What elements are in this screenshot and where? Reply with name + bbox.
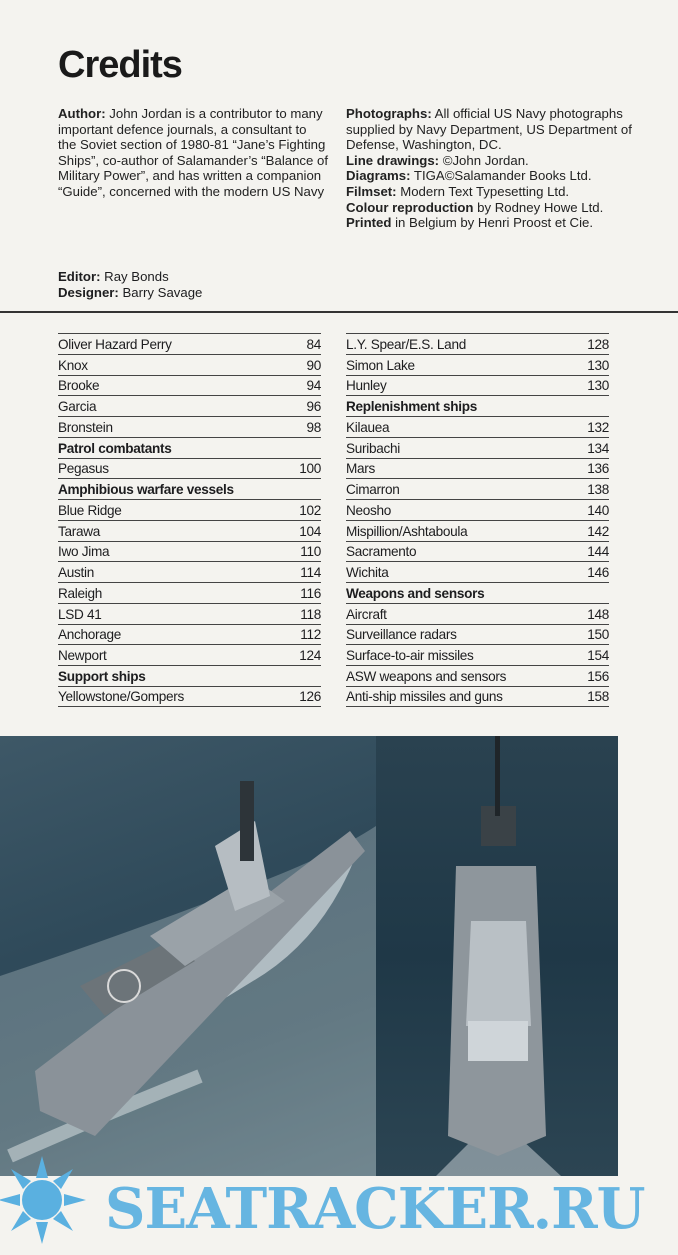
- toc-entry: [346, 603, 609, 624]
- toc-entry: [58, 375, 321, 396]
- toc-entry: [346, 644, 609, 665]
- entry-page-number: 98: [306, 419, 321, 435]
- entry-title: Pegasus: [58, 461, 109, 477]
- entry-page-number: 146: [587, 565, 609, 581]
- entry-page-number: 126: [299, 689, 321, 705]
- entry-title: Newport: [58, 648, 107, 664]
- toc-entry: [58, 603, 321, 624]
- entry-title: Surveillance radars: [346, 627, 457, 643]
- entry-title: Garcia: [58, 399, 97, 415]
- toc-entry: [58, 395, 321, 416]
- section-header: [346, 395, 609, 416]
- toc-entry: [346, 686, 609, 707]
- entry-page-number: 94: [306, 378, 321, 394]
- entry-title: Austin: [58, 565, 94, 581]
- toc-entry: [58, 561, 321, 582]
- toc-entry: [58, 520, 321, 541]
- entry-page-number: 130: [587, 357, 609, 373]
- entry-page-number: 150: [587, 627, 609, 643]
- cruiser-bow-photo: [376, 736, 618, 1176]
- entry-page-number: 138: [587, 482, 609, 498]
- entry-title: Patrol combatants: [58, 440, 172, 456]
- entry-title: Neosho: [346, 502, 392, 518]
- entry-title: Weapons and sensors: [346, 585, 485, 601]
- editor-label: Editor:: [58, 269, 101, 284]
- entry-title: Simon Lake: [346, 357, 415, 373]
- entry-title: LSD 41: [58, 606, 102, 622]
- entry-page-number: 114: [300, 565, 321, 581]
- diagrams-label: Diagrams:: [346, 168, 411, 184]
- entry-page-number: 110: [300, 544, 321, 560]
- entry-title: Knox: [58, 357, 88, 373]
- entry-page-number: 156: [587, 668, 609, 684]
- entry-page-number: 84: [306, 336, 321, 352]
- toc-entry: [346, 499, 609, 520]
- section-header: [58, 478, 321, 499]
- toc-entry: [346, 333, 609, 354]
- entry-page-number: 112: [300, 627, 321, 643]
- toc-entry: [346, 478, 609, 499]
- contents-list-left: [58, 333, 321, 707]
- entry-page-number: 140: [587, 502, 609, 518]
- section-header: [58, 437, 321, 458]
- filmset-text: Modern Text Typesetting Ltd.: [396, 183, 570, 199]
- entry-page-number: 116: [300, 585, 321, 601]
- printed-text: in Belgium by Henri Proost et Cie.: [391, 215, 593, 231]
- diagrams-text: TIGA©Salamander Books Ltd.: [410, 168, 592, 184]
- entry-title: Support ships: [58, 668, 146, 684]
- entry-page-number: 124: [299, 648, 321, 664]
- toc-entry: [346, 354, 609, 375]
- entry-title: L.Y. Spear/E.S. Land: [346, 336, 466, 352]
- entry-title: Yellowstone/Gompers: [58, 689, 185, 705]
- section-header: [346, 582, 609, 603]
- toc-entry: [58, 354, 321, 375]
- designer-label: Designer:: [58, 284, 119, 300]
- toc-entry: [346, 561, 609, 582]
- photographs-label: Photographs:: [346, 106, 432, 121]
- entry-title: Tarawa: [58, 523, 101, 539]
- photographs-text: All official US Navy photographs supplied by Navy Department, US Department of Defense, Washington, DC.: [346, 106, 632, 153]
- designer-text: Barry Savage: [118, 284, 203, 300]
- entry-title: Raleigh: [58, 585, 102, 601]
- entry-page-number: 128: [587, 336, 609, 352]
- toc-entry: [346, 437, 609, 458]
- entry-page-number: 132: [587, 419, 609, 435]
- editor-text: Ray Bonds: [100, 269, 169, 284]
- entry-title: Surface-to-air missiles: [346, 648, 474, 664]
- entry-page-number: 104: [299, 523, 321, 539]
- section-divider: [0, 311, 678, 313]
- toc-entry: [346, 520, 609, 541]
- entry-title: Sacramento: [346, 544, 417, 560]
- entry-title: Iwo Jima: [58, 544, 110, 560]
- entry-page-number: 90: [306, 357, 321, 373]
- toc-entry: [58, 333, 321, 354]
- entry-title: Blue Ridge: [58, 502, 122, 518]
- entry-page-number: 136: [587, 461, 609, 477]
- entry-title: Suribachi: [346, 440, 400, 456]
- toc-entry: [58, 499, 321, 520]
- author-label: Author:: [58, 106, 106, 121]
- entry-title: Oliver Hazard Perry: [58, 336, 172, 352]
- entry-page-number: 102: [299, 502, 321, 518]
- entry-title: Mars: [346, 461, 376, 477]
- entry-title: Bronstein: [58, 419, 113, 435]
- entry-page-number: 144: [587, 544, 609, 560]
- toc-entry: [346, 624, 609, 645]
- toc-entry: [58, 644, 321, 665]
- entry-title: Brooke: [58, 378, 100, 394]
- entry-title: Replenishment ships: [346, 399, 478, 415]
- toc-entry: [58, 541, 321, 562]
- entry-page-number: 158: [587, 689, 609, 705]
- entry-title: Cimarron: [346, 482, 400, 498]
- filmset-label: Filmset:: [346, 183, 397, 199]
- entry-title: Aircraft: [346, 606, 387, 622]
- entry-page-number: 134: [587, 440, 609, 456]
- entry-title: Wichita: [346, 565, 389, 581]
- entry-page-number: 154: [587, 648, 609, 664]
- contents-list-right: [346, 333, 609, 707]
- entry-page-number: 142: [587, 523, 609, 539]
- line-drawings-text: ©John Jordan.: [439, 152, 529, 168]
- production-credits: [346, 106, 636, 231]
- entry-title: Anchorage: [58, 627, 122, 643]
- entry-title: Amphibious warfare vessels: [58, 482, 234, 498]
- toc-entry: [346, 416, 609, 437]
- printed-label: Printed: [346, 215, 392, 231]
- entry-page-number: 96: [306, 399, 321, 415]
- toc-entry: [346, 665, 609, 686]
- entry-page-number: 100: [299, 461, 321, 477]
- watermark-text: SEATRACKER.RU: [105, 1176, 645, 1242]
- colour-label: Colour reproduction: [346, 199, 474, 215]
- entry-title: Anti-ship missiles and guns: [346, 689, 503, 705]
- entry-title: Kilauea: [346, 419, 390, 435]
- toc-entry: [346, 375, 609, 396]
- toc-entry: [58, 458, 321, 479]
- author-credit: [58, 106, 328, 200]
- line-drawings-label: Line drawings:: [346, 152, 440, 168]
- toc-entry: [58, 624, 321, 645]
- section-header: [58, 665, 321, 686]
- page-title: Credits: [58, 44, 182, 86]
- entry-title: Hunley: [346, 378, 387, 394]
- entry-title: ASW weapons and sensors: [346, 668, 507, 684]
- entry-page-number: 118: [300, 606, 321, 622]
- toc-entry: [58, 686, 321, 707]
- toc-entry: [58, 582, 321, 603]
- entry-title: Mispillion/Ashtaboula: [346, 523, 468, 539]
- entry-page-number: 130: [587, 378, 609, 394]
- author-text: John Jordan is a contributor to many important defence journals, a consultant to the Soviet section of 1980-81 “Jane’s Fighting Ships”, co-author of Salamander’s “Balance of Military Power”, and has written a companion “Guide”, concerned with the modern US Navy: [58, 106, 329, 199]
- toc-entry: [346, 541, 609, 562]
- toc-entry: [58, 416, 321, 437]
- colour-text: by Rodney Howe Ltd.: [473, 199, 604, 215]
- frigate-aerial-photo: [0, 736, 376, 1176]
- editor-designer-credit: [58, 269, 328, 300]
- toc-entry: [346, 458, 609, 479]
- entry-page-number: 148: [587, 606, 609, 622]
